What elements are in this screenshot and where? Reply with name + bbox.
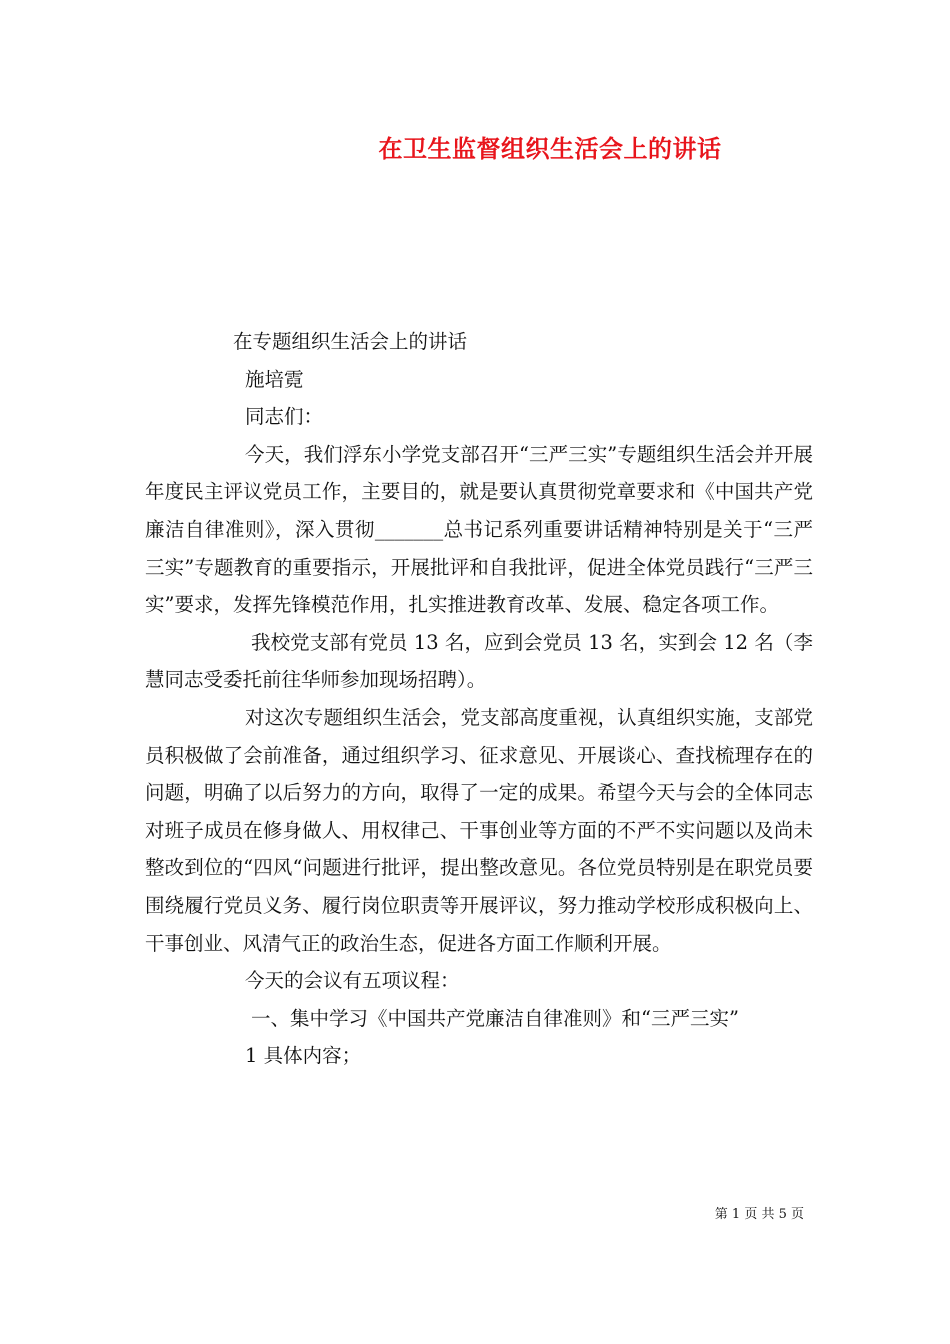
- paragraph-preparation: 对这次专题组织生活会，党支部高度重视，认真组织实施，支部党员积极做了会前准备，通过组织学习、征求意见、开展谈心、查找梳理存在的问题，明确了以后努力的方向，取得了一定的成果。希望今天与会的全体同志对班子成员在修身做人、用权律己、干事创业等方面的不严不实问题以及尚未整改到位的“四风“问题进行批评，提出整改意见。各位党员特别是在职党员要围绕履行党员义务、履行岗位职责等开展评议，努力推动学校形成积极向上、干事创业、风清气正的政治生态，促进各方面工作顺利开展。: [145, 705, 813, 955]
- agenda-sub-item-1: 1 具体内容；: [245, 1044, 362, 1068]
- page-number: 第 1 页 共 5 页: [714, 1207, 804, 1222]
- speaker-name: 施培霓: [245, 367, 304, 391]
- agenda-intro: 今天的会议有五项议程：: [245, 969, 460, 993]
- speech-subtitle: 在专题组织生活会上的讲话: [233, 330, 468, 353]
- salutation: 同志们：: [245, 405, 324, 429]
- paragraph-purpose: 今天，我们浮东小学党支部召开“三严三实”专题组织生活会并开展年度民主评议党员工作，主要目的，就是要认真贯彻党章要求和《中国共产党廉洁自律准则》，深入贯彻_______总书记系列重要讲话精神特别是关于“三严三实”专题教育的重要指示，开展批评和自我批评，促进全体党员践行“三严三实”要求，发挥先锋模范作用，扎实推进教育改革、发展、稳定各项工作。: [145, 442, 813, 617]
- document-title: 在卫生监督组织生活会上的讲话: [378, 134, 722, 163]
- paragraph-attendance: 我校党支部有党员 13 名，应到会党员 13 名，实到会 12 名（李慧同志受委托前往华师参加现场招聘）。: [145, 630, 813, 692]
- agenda-item-1: 一、集中学习《中国共产党廉洁自律准则》和“三严三实”: [251, 1006, 739, 1030]
- document-body: [145, 323, 813, 1075]
